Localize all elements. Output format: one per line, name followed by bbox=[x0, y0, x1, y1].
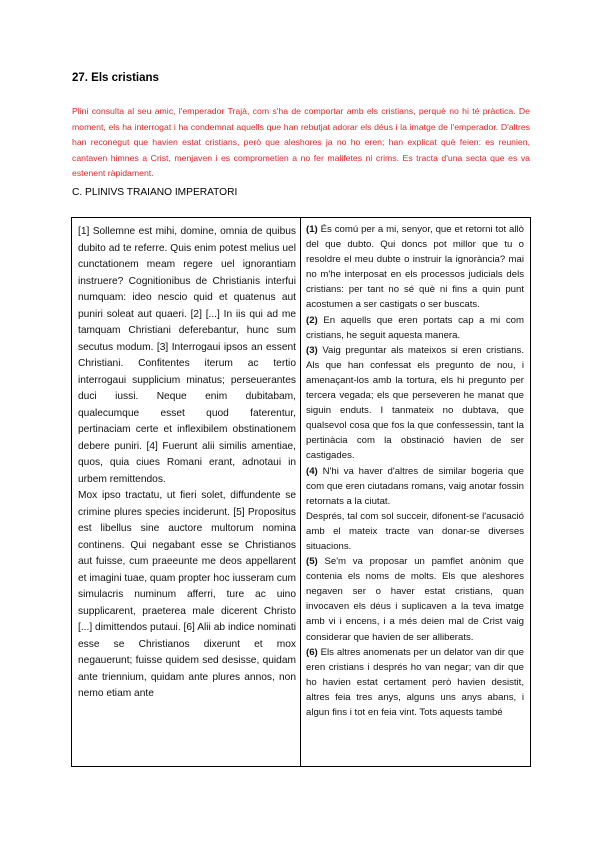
paragraph-number: (6) bbox=[306, 646, 318, 658]
bilingual-table bbox=[71, 217, 531, 767]
paragraph-number: (2) bbox=[306, 314, 318, 326]
catalan-paragraph bbox=[306, 509, 524, 554]
catalan-paragraph bbox=[306, 222, 524, 313]
paragraph-text: És comú per a mi, senyor, que et retorni tot allò del que dubto. Qui doncs pot millor que tu o resoldre el meu dubte o instruir la ignorància? mai no m'he interposat en els processos judicials dels cristians: per tant no sé què ni fins a quin punt acostumen a ser castigats o ser buscats. bbox=[306, 224, 524, 311]
paragraph-number: (3) bbox=[306, 344, 318, 356]
letter-title: C. PLINIVS TRAIANO IMPERATORI bbox=[72, 187, 238, 198]
catalan-column bbox=[301, 218, 530, 766]
catalan-paragraph bbox=[306, 645, 524, 720]
catalan-paragraph bbox=[306, 554, 524, 645]
latin-column bbox=[72, 218, 301, 766]
paragraph-number: (4) bbox=[306, 465, 318, 477]
latin-paragraph: [1] Sollemne est mihi, domine, omnia de quibus dubito ad te referre. Quis enim potest melius uel cunctationem meam regere uel ignorantiam instruere? Cognitionibus de Christianis interfui numquam: ideo nescio quid et quatenus aut puniri soleat aut quaeri. [2] [...] In iis qui ad me tamquam Christiani deferebantur, hunc sum secutus modum. [3] Interrogaui ipsos an essent Christiani. Confitentes iterum ac tertio interrogaui supplicium minatus; perseuerantes duci iussi. Neque enim dubitabam, qualecumque esset quod faterentur, pertinaciam certe et inflexibilem obstinationem debere puniri. [4] Fuerunt alii similis amentiae, quos, quia ciues Romani erant, adnotaui in urbem remittendos. bbox=[78, 226, 296, 485]
paragraph-number: (1) bbox=[306, 224, 318, 235]
paragraph-text: En aquells que eren portats cap a mi com cristians, he seguit aquesta manera. bbox=[306, 314, 524, 341]
paragraph-number: (5) bbox=[306, 556, 318, 568]
catalan-paragraph bbox=[306, 343, 524, 464]
paragraph-text: N'hi va haver d'altres de similar bogeria que com que eren ciutadans romans, vaig anotar fossin retornats a la ciutat. bbox=[306, 465, 524, 507]
paragraph-text: Els altres anomenats per un delator van dir que eren cristians i després ho van negar; van dir que ho havien estat certament però havien desistit, altres feia tres anys, alguns uns anys abans, i algun fins i tot en feia vint. Tots aquests també bbox=[306, 646, 524, 718]
latin-paragraph: Mox ipso tractatu, ut fieri solet, diffundente se crimine plures species inciderunt. [5] Propositus est libellus sine auctore multorum nomina continens. Qui negabant esse se Christianos aut fuisse, cum praeeunte me deos appellarent et imagini tuae, quam propter hoc iusseram cum simulacris numinum afferri, ture ac uino supplicarent, praeterea male dicerent Christo [...] dimittendos putaui. [6] Alii ab indice nominati esse se Christianos dixerunt et mox negauerunt; fuisse quidem sed desisse, quidam ante triennium, quidam ante plures annos, non nemo etiam ante bbox=[78, 490, 297, 699]
catalan-paragraph bbox=[306, 313, 524, 343]
paragraph-text: Vaig preguntar als mateixos si eren cristians. Als que han confessat els pregunto de nou, i amenaçant-los amb la tortura, els hi pregunto per tercera vegada; els que perseveren he manat que siguin enduts. I tanmateix no dubtava, que qualsevol cosa que fos la que confessessin, tant la pertinàcia com la obstinació havien de ser castigades. bbox=[306, 344, 524, 462]
section-heading: 27. Els cristians bbox=[72, 72, 159, 84]
catalan-paragraph bbox=[306, 464, 524, 509]
intro-summary: Plini consulta al seu amic, l'emperador Trajà, com s'ha de comportar amb els cristians, perquè no hi té pràctica. De moment, els ha interrogat i ha condemnat aquells que han rebutjat adorar els déus i la imatge de l'emperador. D'altres han reconegut que havien estat cristians, però que aleshores ja no ho eren; han explicat què feien: es reunien, cantaven himnes a Crist, menjaven i es comprometien a no fer malifetes ni crims. Es tracta d'una secta que es va estenent ràpidament. bbox=[72, 106, 530, 179]
paragraph-text: Després, tal com sol succeir, difonent-se l'acusació amb el mateix tracte van donar-se diverses situacions. bbox=[306, 510, 524, 552]
paragraph-text: Se'm va proposar un pamflet anònim que contenia els noms de molts. Els que aleshores negaven ser o haver estat cristians, quan invocaven els déus i suplicaven a la teva imatge amb vi i encens, i a més deien mal de Crist vaig considerar que havien de ser alliberats. bbox=[306, 556, 524, 643]
